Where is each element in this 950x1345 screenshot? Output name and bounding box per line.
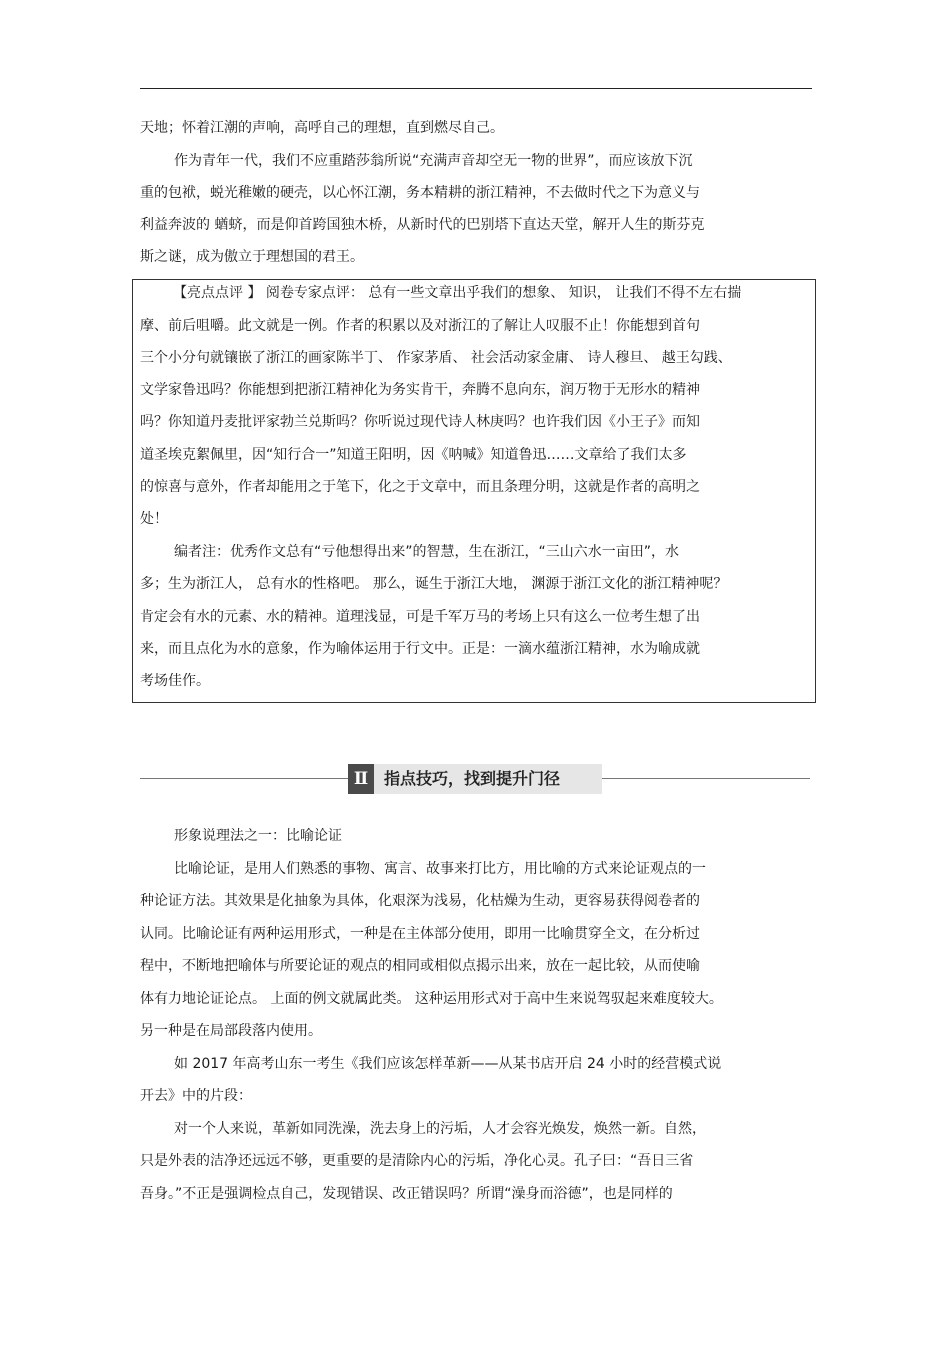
text-line: 另一种是在局部段落内使用。: [140, 1023, 322, 1039]
text-line: 天地；怀着江潮的声响，高呼自己的理想，直到燃尽自己。: [140, 120, 504, 136]
review-line: 多；生为浙江人， 总有水的性格吧。 那么，诞生于浙江大地， 渊源于浙江文化的浙江精神呢？: [140, 576, 728, 592]
section-header: [140, 764, 810, 794]
text-line: 利益奔波的 蝤蛴，而是仰首跨国独木桥，从新时代的巴别塔下直达天堂，解开人生的斯芬克: [140, 217, 705, 233]
text-line: 开去》中的片段：: [140, 1088, 252, 1104]
review-line: 三个小分句就镶嵌了浙江的画家陈半丁、 作家茅盾、 社会活动家金庸、 诗人穆旦、 越王勾践、: [140, 350, 732, 366]
review-line: 处！: [140, 511, 168, 527]
subheading: 形象说理法之一：比喻论证: [174, 828, 342, 844]
text-line: 只是外表的洁净还远远不够，更重要的是清除内心的污垢，净化心灵。孔子曰：“吾日三省: [140, 1153, 694, 1169]
text-line: 如 2017 年高考山东一考生《我们应该怎样革新——从某书店开启 24 小时的经营模式说: [174, 1056, 722, 1072]
review-line: 吗？你知道丹麦批评家勃兰兑斯吗？你听说过现代诗人林庚吗？也许我们因《小王子》而知: [140, 414, 700, 430]
review-box: [132, 279, 816, 703]
text-line: 斯之谜，成为傲立于理想国的君王。: [140, 249, 364, 265]
text-line: 作为青年一代，我们不应重踏莎翁所说“充满声音却空无一物的世界”，而应该放下沉: [174, 153, 693, 169]
section-number-badge: Ⅱ: [348, 764, 374, 794]
text-line: 程中，不断地把喻体与所要论证的观点的相同或相似点揭示出来，放在一起比较，从而使喻: [140, 958, 700, 974]
review-line: 摩、前后咀嚼。此文就是一例。作者的积累以及对浙江的了解让人叹服不止！你能想到首句: [140, 318, 700, 334]
text-line: 种论证方法。其效果是化抽象为具体，化艰深为浅易，化枯燥为生动，更容易获得阅卷者的: [140, 893, 700, 909]
review-line: 【亮点点评 】 阅卷专家点评： 总有一些文章出乎我们的想象、 知识， 让我们不得不左右揣: [173, 285, 742, 301]
text-line: 认同。比喻论证有两种运用形式，一种是在主体部分使用，即用一比喻贯穿全文，在分析过: [140, 926, 700, 942]
review-line: 的惊喜与意外，作者却能用之于笔下，化之于文章中，而且条理分明，这就是作者的高明之: [140, 479, 700, 495]
review-line: 考场佳作。: [140, 673, 210, 689]
review-line: 肯定会有水的元素、水的精神。道理浅显，可是千军万马的考场上只有这么一位考生想了出: [140, 609, 700, 625]
section-rule-left: [140, 778, 348, 779]
text-line: 比喻论证，是用人们熟悉的事物、寓言、故事来打比方，用比喻的方式来论证观点的一: [174, 861, 706, 877]
review-line: 道圣埃克絮佩里，因“知行合一”知道王阳明，因《呐喊》知道鲁迅……文章给了我们太多: [140, 447, 687, 463]
text-line: 对一个人来说，革新如同洗澡，洗去身上的污垢，人才会容光焕发，焕然一新。自然，: [174, 1121, 706, 1137]
review-line: 来，而且点化为水的意象，作为喻体运用于行文中。正是：一滴水蕴浙江精神，水为喻成就: [140, 641, 700, 657]
text-line: 重的包袱，蜕光稚嫩的硬壳，以心怀江潮，务本精耕的浙江精神，不去做时代之下为意义与: [140, 185, 700, 201]
review-line: 文学家鲁迅吗？你能想到把浙江精神化为务实肯干，奔腾不息向东，润万物于无形水的精神: [140, 382, 700, 398]
review-line: 编者注：优秀作文总有“亏他想得出来”的智慧，生在浙江，“三山六水一亩田”，水: [174, 544, 680, 560]
text-line: 体有力地论证论点。 上面的例文就属此类。 这种运用形式对于高中生来说驾驭起来难度较大。: [140, 991, 723, 1007]
section-rule-right: [602, 778, 810, 779]
text-line: 吾身。”不正是强调检点自己，发现错误、改正错误吗？所谓“澡身而浴德”，也是同样的: [140, 1186, 673, 1202]
header-rule: [140, 88, 812, 89]
section-title: 指点技巧，找到提升门径: [374, 764, 602, 794]
